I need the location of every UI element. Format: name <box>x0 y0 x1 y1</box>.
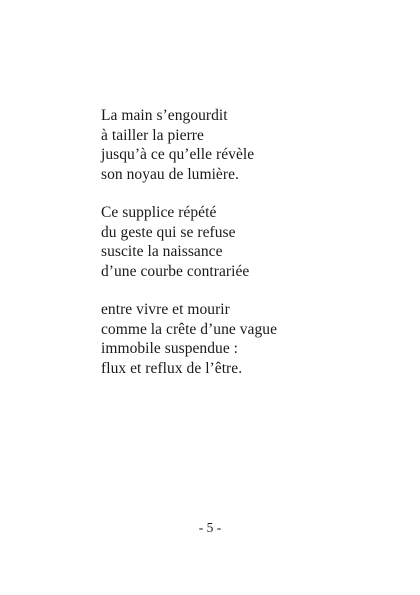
poem-line: à tailler la pierre <box>101 126 204 144</box>
stanza-3 <box>101 300 361 378</box>
poem-line: jusqu’à ce qu’elle révèle <box>101 146 255 163</box>
poem-line: comme la crête d’une vague <box>101 320 278 338</box>
stanza-2 <box>101 203 361 281</box>
poem-line: entre vivre et mourir <box>101 301 230 318</box>
stanza-1 <box>101 106 361 184</box>
poem <box>101 106 361 378</box>
poem-line: suscite la naissance <box>101 243 223 260</box>
poem-line: d’une courbe contrariée <box>101 262 250 280</box>
poem-line: flux et reflux de l’être. <box>101 359 243 377</box>
poem-line: immobile suspendue : <box>101 340 239 357</box>
poem-line: du geste qui se refuse <box>101 223 236 241</box>
poem-line: Ce supplice répété <box>101 204 217 221</box>
poem-line: La main s’engourdit <box>101 107 228 124</box>
page-number: - 5 - <box>198 520 222 535</box>
poem-line: son noyau de lumière. <box>101 165 239 183</box>
